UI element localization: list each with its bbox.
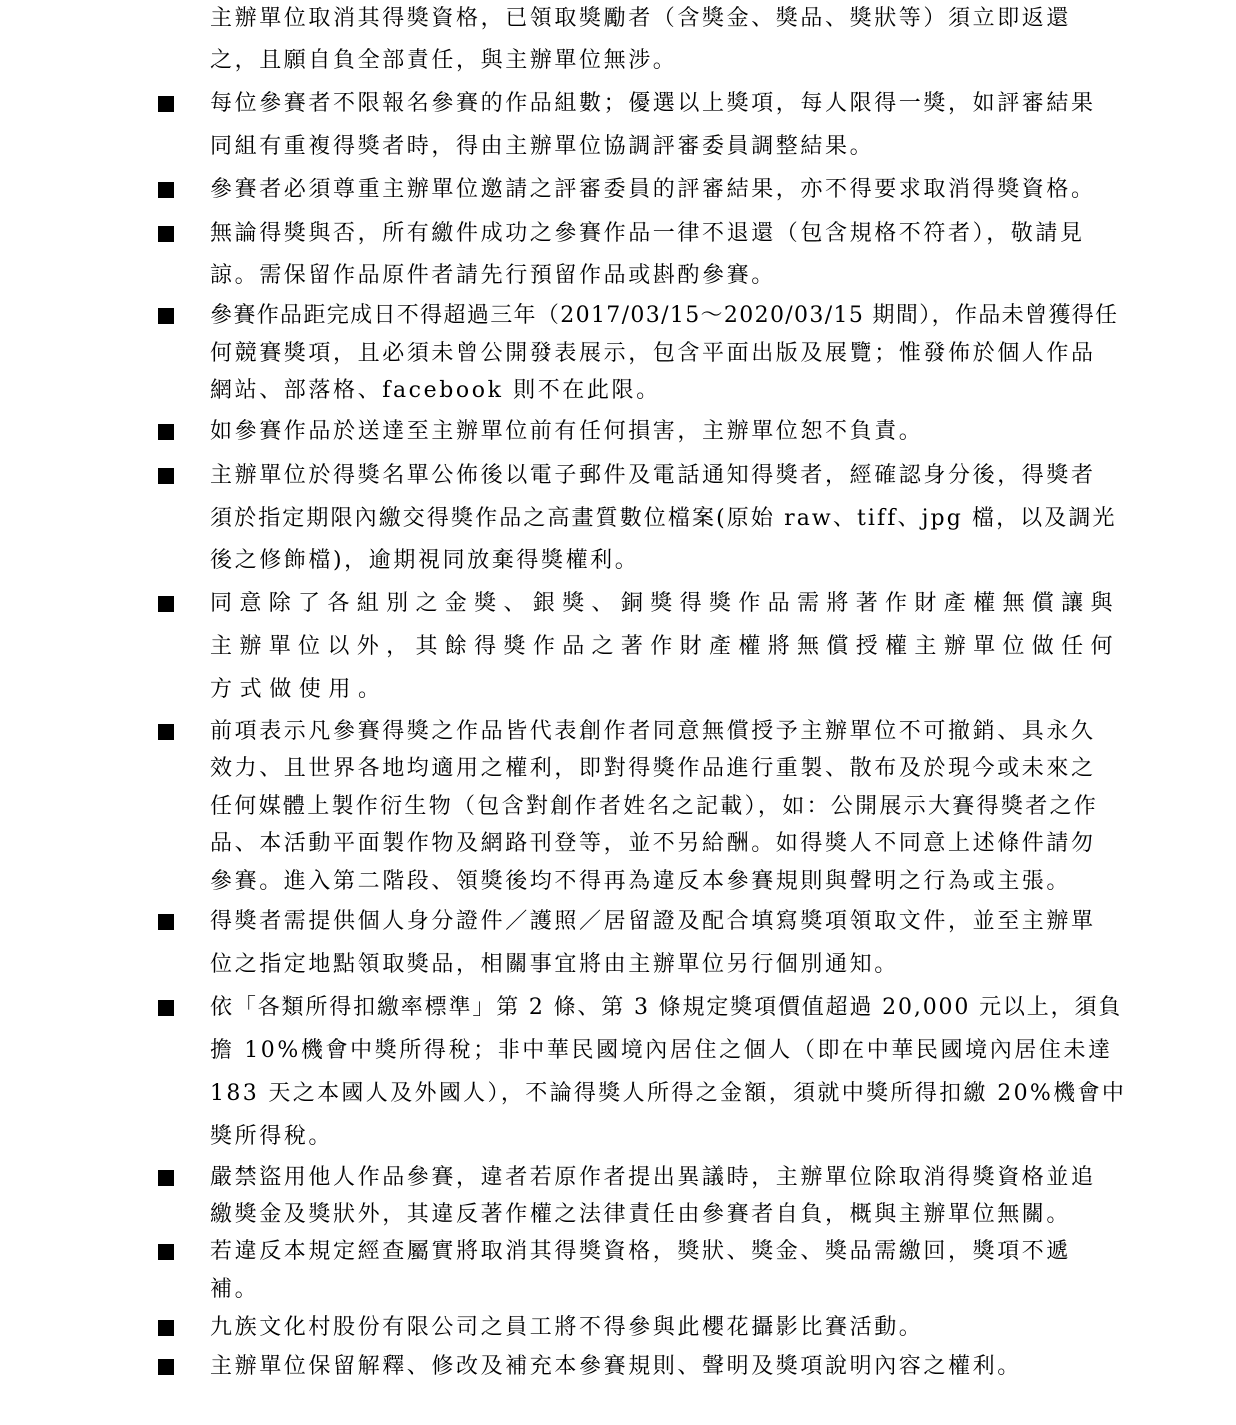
bullet-square-icon: [158, 596, 174, 612]
rule-line: 每位參賽者不限報名參賽的作品組數；優選以上獎項，每人限得一獎，如評審結果: [210, 91, 1096, 116]
rule-line: 之，且願自負全部責任，與主辦單位無涉。: [210, 48, 678, 73]
rule-line: 網站、部落格、facebook 則不在此限。: [210, 378, 661, 403]
rule-line: 須於指定期限內繳交得獎作品之高畫質數位檔案(原始 raw、tiff、jpg 檔，以及調光: [210, 506, 1117, 531]
rule-line: 位之指定地點領取獎品，相關事宜將由主辦單位另行個別通知。: [210, 952, 899, 977]
rule-line: 擔 10%機會中獎所得稅；非中華民國境內居住之個人（即在中華民國境內居住未達: [210, 1038, 1113, 1063]
rule-line: 主辦單位取消其得獎資格，已領取獎勵者（含獎金、獎品、獎狀等）須立即返還: [210, 6, 1072, 31]
rule-line: 參賽。進入第二階段、領獎後均不得再為違反本參賽規則與聲明之行為或主張。: [210, 869, 1072, 894]
rule-line: 參賽作品距完成日不得超過三年（2017/03/15～2020/03/15 期間），作品未曾獲得任: [210, 303, 1119, 328]
rule-line: 無論得獎與否，所有繳件成功之參賽作品一律不退還（包含規格不符者），敬請見: [210, 221, 1085, 246]
rule-line: 嚴禁盜用他人作品參賽，違者若原作者提出異議時，主辦單位除取消得獎資格並追: [210, 1165, 1096, 1190]
rule-line: 參賽者必須尊重主辦單位邀請之評審委員的評審結果，亦不得要求取消得獎資格。: [210, 177, 1096, 202]
bullet-square-icon: [158, 226, 174, 242]
bullet-square-icon: [158, 96, 174, 112]
rule-line: 品、本活動平面製作物及網路刊登等，並不另給酬。如得獎人不同意上述條件請勿: [210, 831, 1096, 856]
rule-line: 主辦單位以外，其餘得獎作品之著作財產權將無償授權主辦單位做任何: [210, 634, 1120, 659]
bullet-square-icon: [158, 308, 174, 324]
rule-line: 九族文化村股份有限公司之員工將不得參與此櫻花攝影比賽活動。: [210, 1315, 924, 1340]
rule-line: 183 天之本國人及外國人），不論得獎人所得之金額，須就中獎所得扣繳 20%機會中: [210, 1081, 1127, 1106]
bullet-square-icon: [158, 1000, 174, 1016]
rule-line: 補。: [210, 1277, 260, 1302]
rule-line: 若違反本規定經查屬實將取消其得獎資格，獎狀、獎金、獎品需繳回，獎項不遞: [210, 1239, 1072, 1264]
rule-line: 後之修飾檔)，逾期視同放棄得獎權利。: [210, 548, 640, 573]
rule-line: 主辦單位保留解釋、修改及補充本參賽規則、聲明及獎項說明內容之權利。: [210, 1354, 1022, 1379]
bullet-square-icon: [158, 1170, 174, 1186]
rule-line: 方式做使用。: [210, 677, 388, 702]
rule-line: 前項表示凡參賽得獎之作品皆代表創作者同意無償授予主辦單位不可撤銷、具永久: [210, 719, 1096, 744]
bullet-square-icon: [158, 914, 174, 930]
rule-line: 得獎者需提供個人身分證件／護照／居留證及配合填寫獎項領取文件，並至主辦單: [210, 909, 1096, 934]
rule-line: 依「各類所得扣繳率標準」第 2 條、第 3 條規定獎項價值超過 20,000 元以上，須負: [210, 995, 1123, 1020]
bullet-square-icon: [158, 724, 174, 740]
bullet-square-icon: [158, 1359, 174, 1375]
bullet-square-icon: [158, 1320, 174, 1336]
rule-line: 主辦單位於得獎名單公佈後以電子郵件及電話通知得獎者，經確認身分後，得獎者: [210, 463, 1096, 488]
rule-line: 任何媒體上製作衍生物（包含對創作者姓名之記載），如：公開展示大賽得獎者之作: [210, 794, 1099, 819]
rule-line: 同意除了各組別之金獎、銀獎、銅獎得獎作品需將著作財產權無償讓與: [210, 591, 1120, 616]
bullet-square-icon: [158, 182, 174, 198]
bullet-square-icon: [158, 424, 174, 440]
rule-line: 同組有重複得獎者時，得由主辦單位協調評審委員調整結果。: [210, 134, 875, 159]
rule-line: 何競賽獎項，且必須未曾公開發表展示，包含平面出版及展覽；惟發佈於個人作品: [210, 341, 1096, 366]
bullet-square-icon: [158, 1244, 174, 1260]
rule-line: 如參賽作品於送達至主辦單位前有任何損害，主辦單位恕不負責。: [210, 419, 924, 444]
rule-line: 效力、且世界各地均適用之權利，即對得獎作品進行重製、散布及於現今或未來之: [210, 756, 1096, 781]
rule-line: 諒。需保留作品原件者請先行預留作品或斟酌參賽。: [210, 263, 776, 288]
bullet-square-icon: [158, 468, 174, 484]
rule-line: 獎所得稅。: [210, 1124, 334, 1149]
rule-line: 繳獎金及獎狀外，其違反著作權之法律責任由參賽者自負，概與主辦單位無關。: [210, 1202, 1072, 1227]
